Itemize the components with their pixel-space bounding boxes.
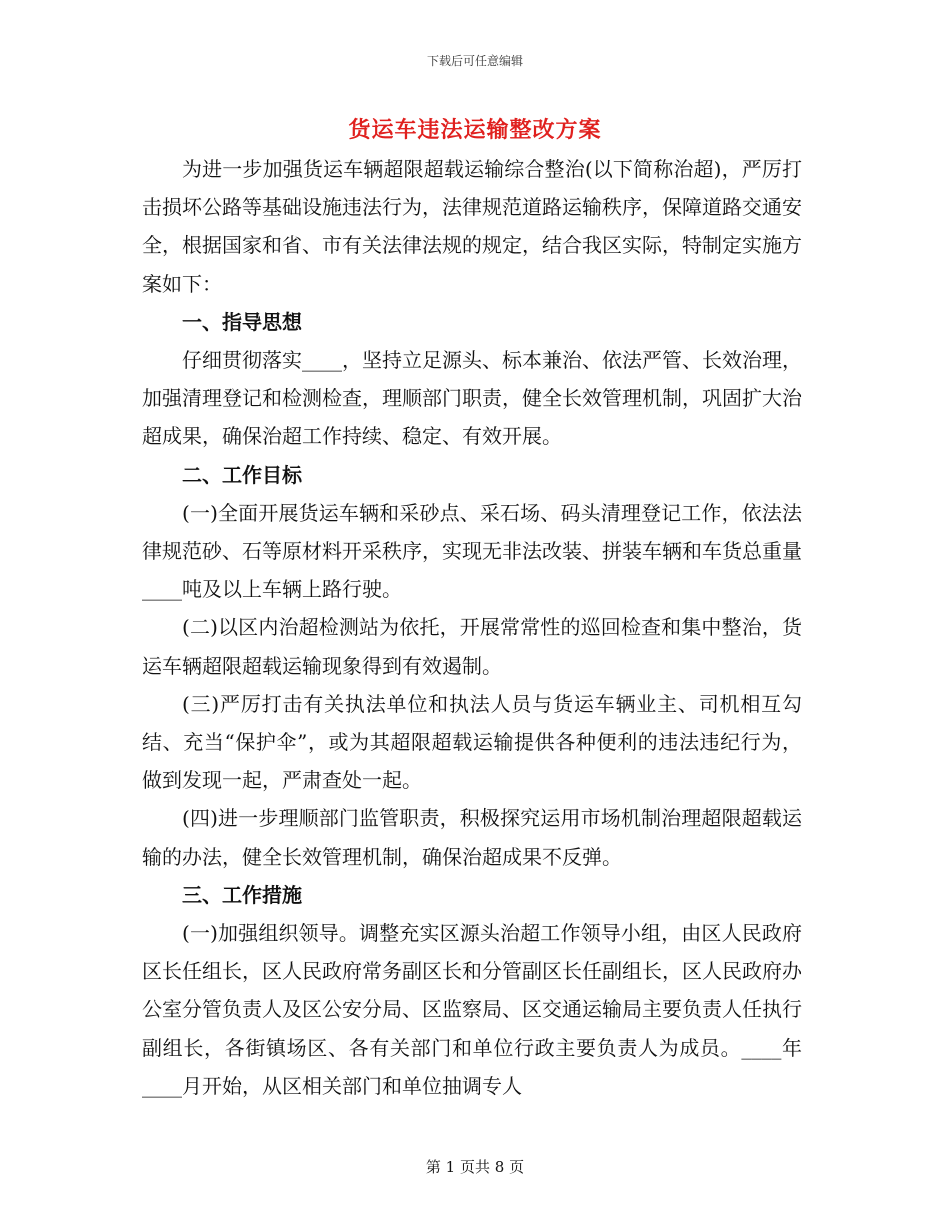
page-header: 下载后可任意编辑 xyxy=(426,54,523,68)
document-title: 货运车违法运输整改方案 xyxy=(348,117,602,143)
section-heading-1: 一、指导思想 xyxy=(182,309,302,334)
paragraph-guiding-ideology: 仔细贯彻落实____，坚持立足源头、标本兼治、依法严管、长效治理，加强清理登记和检测检查，理顺部门职责，健全长效管理机制，巩固扩大治超成果，确保治超工作持续、稳定、有效开展。 xyxy=(142,348,802,449)
paragraph-goal-1: (一)全面开展货运车辆和采砂点、采石场、码头清理登记工作，依法法律规范砂、石等原材料开采秩序，实现无非法改装、拼装车辆和车货总重量____吨及以上车辆上路行驶。 xyxy=(142,500,802,602)
paragraph-measure-1: (一)加强组织领导。调整充实区源头治超工作领导小组，由区人民政府区长任组长，区人民政府常务副区长和分管副区长任副组长，区人民政府办公室分管负责人及区公安分局、区监察局、区交通运输局主要负责人任执行副组长，各街镇场区、各有关部门和单位行政主要负责人为成员。____年____月开始，从区相关部门和单位抽调专人 xyxy=(142,921,802,1098)
document-body xyxy=(142,150,802,1105)
paragraph-intro: 为进一步加强货运车辆超限超载运输综合整治(以下简称治超)，严厉打击损坏公路等基础设施违法行为，法律规范道路运输秩序，保障道路交通安全，根据国家和省、市有关法律法规的规定，结合我区实际，特制定实施方案如下： xyxy=(142,157,802,296)
paragraph-goal-4: (四)进一步理顺部门监管职责，积极探究运用市场机制治理超限超载运输的办法，健全长效管理机制，确保治超成果不反弹。 xyxy=(142,806,802,869)
section-heading-3: 三、工作措施 xyxy=(182,882,302,907)
page-footer: 第 1 页共 8 页 xyxy=(425,1158,525,1176)
paragraph-goal-3: (三)严厉打击有关执法单位和执法人员与货运车辆业主、司机相互勾结、充当“保护伞”，或为其超限超载运输提供各种便利的违法违纪行为，做到发现一起，严肃查处一起。 xyxy=(142,691,802,793)
section-heading-2: 二、工作目标 xyxy=(182,462,302,487)
paragraph-goal-2: (二)以区内治超检测站为依托，开展常常性的巡回检查和集中整治，货运车辆超限超载运输现象得到有效遏制。 xyxy=(142,615,802,678)
